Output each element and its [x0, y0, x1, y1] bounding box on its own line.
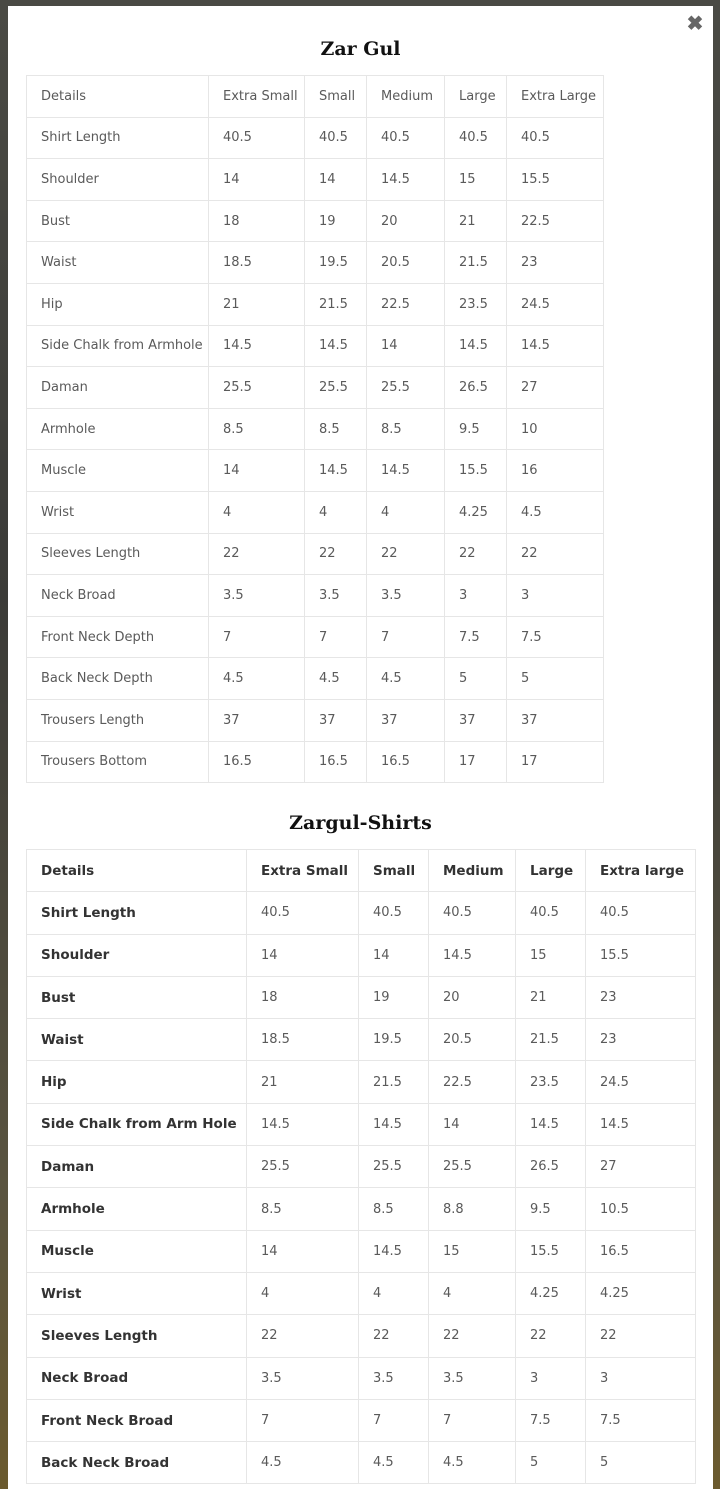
size-value-cell: 9.5: [516, 1188, 586, 1230]
size-value-cell: 4: [367, 491, 445, 533]
table-row: [27, 1019, 696, 1061]
size-value-cell: 20: [429, 976, 516, 1018]
table-row: [27, 450, 604, 492]
size-value-cell: 5: [586, 1442, 696, 1484]
table-row: [27, 491, 604, 533]
size-value-cell: 4.5: [209, 658, 305, 700]
size-value-cell: 25.5: [429, 1146, 516, 1188]
table-row: [27, 976, 696, 1018]
column-header: Small: [359, 850, 429, 892]
size-value-cell: 24.5: [586, 1061, 696, 1103]
size-value-cell: 3.5: [429, 1357, 516, 1399]
size-value-cell: 3: [586, 1357, 696, 1399]
size-value-cell: 8.5: [367, 408, 445, 450]
row-label: Front Neck Broad: [27, 1399, 247, 1441]
size-value-cell: 8.5: [359, 1188, 429, 1230]
size-value-cell: 37: [367, 699, 445, 741]
size-value-cell: 22: [445, 533, 507, 575]
size-value-cell: 26.5: [516, 1146, 586, 1188]
size-value-cell: 3.5: [247, 1357, 359, 1399]
table-row: [27, 699, 604, 741]
size-value-cell: 3.5: [209, 575, 305, 617]
table-header-row: [27, 76, 604, 118]
size-value-cell: 14.5: [305, 450, 367, 492]
size-value-cell: 3: [516, 1357, 586, 1399]
row-label: Neck Broad: [27, 1357, 247, 1399]
size-value-cell: 15.5: [445, 450, 507, 492]
size-value-cell: 27: [586, 1146, 696, 1188]
row-label: Hip: [27, 283, 209, 325]
size-value-cell: 17: [445, 741, 507, 783]
size-value-cell: 16.5: [209, 741, 305, 783]
size-value-cell: 25.5: [367, 367, 445, 409]
size-value-cell: 4: [359, 1272, 429, 1314]
table-row: [27, 1103, 696, 1145]
table-row: [27, 1146, 696, 1188]
size-value-cell: 21: [445, 200, 507, 242]
size-value-cell: 14.5: [586, 1103, 696, 1145]
size-value-cell: 40.5: [209, 117, 305, 159]
size-value-cell: 3: [445, 575, 507, 617]
table-row: [27, 408, 604, 450]
size-value-cell: 7.5: [445, 616, 507, 658]
column-header: Large: [445, 76, 507, 118]
table-title-zar-gul: Zar Gul: [320, 38, 401, 60]
table-row: [27, 1399, 696, 1441]
size-value-cell: 25.5: [359, 1146, 429, 1188]
size-table-zargul-shirts: [26, 849, 696, 1484]
size-value-cell: 23.5: [445, 283, 507, 325]
size-value-cell: 15: [445, 159, 507, 201]
table-row: [27, 1188, 696, 1230]
row-label: Armhole: [27, 1188, 247, 1230]
row-label: Front Neck Depth: [27, 616, 209, 658]
size-value-cell: 25.5: [247, 1146, 359, 1188]
row-label: Shirt Length: [27, 892, 247, 934]
row-label: Waist: [27, 1019, 247, 1061]
table-row: [27, 934, 696, 976]
size-value-cell: 37: [507, 699, 604, 741]
size-value-cell: 22: [507, 533, 604, 575]
size-value-cell: 16.5: [305, 741, 367, 783]
size-value-cell: 22: [367, 533, 445, 575]
size-value-cell: 14: [367, 325, 445, 367]
row-label: Waist: [27, 242, 209, 284]
size-value-cell: 14: [305, 159, 367, 201]
row-label: Shirt Length: [27, 117, 209, 159]
size-value-cell: 14.5: [359, 1103, 429, 1145]
size-value-cell: 7: [367, 616, 445, 658]
size-value-cell: 3.5: [367, 575, 445, 617]
column-header: Extra Small: [209, 76, 305, 118]
size-value-cell: 4.25: [445, 491, 507, 533]
size-value-cell: 22: [305, 533, 367, 575]
size-value-cell: 21: [209, 283, 305, 325]
size-value-cell: 3.5: [359, 1357, 429, 1399]
size-value-cell: 8.5: [305, 408, 367, 450]
table-row: [27, 1272, 696, 1314]
column-header: Large: [516, 850, 586, 892]
size-value-cell: 21: [516, 976, 586, 1018]
size-value-cell: 4.5: [305, 658, 367, 700]
close-icon[interactable]: ✖: [686, 13, 704, 35]
size-value-cell: 21.5: [445, 242, 507, 284]
size-value-cell: 3.5: [305, 575, 367, 617]
size-value-cell: 22: [247, 1315, 359, 1357]
size-value-cell: 40.5: [507, 117, 604, 159]
row-label: Sleeves Length: [27, 533, 209, 575]
size-value-cell: 37: [445, 699, 507, 741]
size-value-cell: 40.5: [429, 892, 516, 934]
size-value-cell: 21.5: [516, 1019, 586, 1061]
size-value-cell: 10: [507, 408, 604, 450]
size-value-cell: 14: [209, 159, 305, 201]
size-value-cell: 18: [209, 200, 305, 242]
size-value-cell: 7: [209, 616, 305, 658]
table-row: [27, 1230, 696, 1272]
row-label: Daman: [27, 1146, 247, 1188]
table-header-row: [27, 850, 696, 892]
table-row: [27, 367, 604, 409]
size-value-cell: 21: [247, 1061, 359, 1103]
table-row: [27, 283, 604, 325]
column-header: Details: [27, 76, 209, 118]
size-value-cell: 3: [507, 575, 604, 617]
size-value-cell: 8.5: [209, 408, 305, 450]
size-value-cell: 14.5: [359, 1230, 429, 1272]
column-header: Small: [305, 76, 367, 118]
size-value-cell: 27: [507, 367, 604, 409]
size-value-cell: 14: [359, 934, 429, 976]
row-label: Back Neck Broad: [27, 1442, 247, 1484]
size-value-cell: 4.5: [367, 658, 445, 700]
column-header: Extra Small: [247, 850, 359, 892]
size-value-cell: 40.5: [445, 117, 507, 159]
size-value-cell: 14: [247, 934, 359, 976]
size-value-cell: 8.5: [247, 1188, 359, 1230]
size-value-cell: 7: [247, 1399, 359, 1441]
size-value-cell: 14.5: [247, 1103, 359, 1145]
table-title-zargul-shirts: Zargul-Shirts: [289, 812, 432, 834]
size-value-cell: 14.5: [305, 325, 367, 367]
table-row: [27, 159, 604, 201]
row-label: Sleeves Length: [27, 1315, 247, 1357]
row-label: Bust: [27, 976, 247, 1018]
row-label: Bust: [27, 200, 209, 242]
size-value-cell: 7.5: [516, 1399, 586, 1441]
row-label: Trousers Bottom: [27, 741, 209, 783]
row-label: Wrist: [27, 1272, 247, 1314]
table-row: [27, 1442, 696, 1484]
size-value-cell: 15.5: [507, 159, 604, 201]
size-value-cell: 14.5: [516, 1103, 586, 1145]
size-value-cell: 22.5: [507, 200, 604, 242]
size-value-cell: 4: [209, 491, 305, 533]
size-value-cell: 21.5: [305, 283, 367, 325]
size-value-cell: 14.5: [429, 934, 516, 976]
size-value-cell: 16.5: [586, 1230, 696, 1272]
size-value-cell: 16.5: [367, 741, 445, 783]
size-value-cell: 14.5: [209, 325, 305, 367]
size-value-cell: 20.5: [429, 1019, 516, 1061]
table-row: [27, 200, 604, 242]
size-value-cell: 37: [305, 699, 367, 741]
size-value-cell: 7.5: [507, 616, 604, 658]
table-row: [27, 616, 604, 658]
size-value-cell: 25.5: [305, 367, 367, 409]
size-value-cell: 17: [507, 741, 604, 783]
table-row: [27, 325, 604, 367]
table-row: [27, 575, 604, 617]
table-row: [27, 892, 696, 934]
size-value-cell: 19: [305, 200, 367, 242]
size-value-cell: 4.25: [586, 1272, 696, 1314]
size-value-cell: 22.5: [429, 1061, 516, 1103]
size-value-cell: 4.5: [247, 1442, 359, 1484]
table-row: [27, 1315, 696, 1357]
size-value-cell: 22: [429, 1315, 516, 1357]
size-value-cell: 4: [305, 491, 367, 533]
table-row: [27, 1061, 696, 1103]
table-row: [27, 242, 604, 284]
row-label: Side Chalk from Armhole: [27, 325, 209, 367]
size-value-cell: 14: [209, 450, 305, 492]
size-value-cell: 40.5: [305, 117, 367, 159]
size-value-cell: 9.5: [445, 408, 507, 450]
size-value-cell: 24.5: [507, 283, 604, 325]
size-value-cell: 19: [359, 976, 429, 1018]
size-value-cell: 22: [359, 1315, 429, 1357]
size-value-cell: 19.5: [359, 1019, 429, 1061]
size-table-zar-gul: [26, 75, 604, 783]
row-label: Side Chalk from Arm Hole: [27, 1103, 247, 1145]
column-header: Medium: [367, 76, 445, 118]
size-value-cell: 7.5: [586, 1399, 696, 1441]
row-label: Trousers Length: [27, 699, 209, 741]
size-value-cell: 16: [507, 450, 604, 492]
size-value-cell: 21.5: [359, 1061, 429, 1103]
size-value-cell: 4.25: [516, 1272, 586, 1314]
size-value-cell: 22.5: [367, 283, 445, 325]
size-value-cell: 4: [247, 1272, 359, 1314]
size-value-cell: 4: [429, 1272, 516, 1314]
row-label: Muscle: [27, 450, 209, 492]
column-header: Extra large: [586, 850, 696, 892]
size-value-cell: 4.5: [429, 1442, 516, 1484]
size-value-cell: 5: [507, 658, 604, 700]
row-label: Wrist: [27, 491, 209, 533]
size-value-cell: 5: [516, 1442, 586, 1484]
size-value-cell: 5: [445, 658, 507, 700]
size-value-cell: 25.5: [209, 367, 305, 409]
size-value-cell: 23: [507, 242, 604, 284]
size-value-cell: 15.5: [516, 1230, 586, 1272]
size-value-cell: 7: [359, 1399, 429, 1441]
size-value-cell: 20: [367, 200, 445, 242]
size-chart-modal: [8, 6, 713, 1489]
row-label: Shoulder: [27, 159, 209, 201]
size-value-cell: 26.5: [445, 367, 507, 409]
size-value-cell: 23: [586, 1019, 696, 1061]
size-value-cell: 18.5: [209, 242, 305, 284]
size-value-cell: 14.5: [367, 159, 445, 201]
size-value-cell: 37: [209, 699, 305, 741]
row-label: Hip: [27, 1061, 247, 1103]
size-value-cell: 10.5: [586, 1188, 696, 1230]
size-value-cell: 40.5: [516, 892, 586, 934]
size-value-cell: 7: [429, 1399, 516, 1441]
table-row: [27, 117, 604, 159]
size-value-cell: 14.5: [367, 450, 445, 492]
size-value-cell: 40.5: [247, 892, 359, 934]
table-row: [27, 658, 604, 700]
table-row: [27, 741, 604, 783]
size-value-cell: 7: [305, 616, 367, 658]
column-header: Extra Large: [507, 76, 604, 118]
column-header: Medium: [429, 850, 516, 892]
size-value-cell: 15: [516, 934, 586, 976]
size-value-cell: 4.5: [507, 491, 604, 533]
size-value-cell: 14.5: [507, 325, 604, 367]
size-value-cell: 19.5: [305, 242, 367, 284]
table-row: [27, 533, 604, 575]
size-value-cell: 8.8: [429, 1188, 516, 1230]
size-value-cell: 22: [586, 1315, 696, 1357]
row-label: Armhole: [27, 408, 209, 450]
row-label: Back Neck Depth: [27, 658, 209, 700]
size-value-cell: 40.5: [586, 892, 696, 934]
row-label: Shoulder: [27, 934, 247, 976]
size-value-cell: 18: [247, 976, 359, 1018]
size-value-cell: 22: [516, 1315, 586, 1357]
size-value-cell: 14: [247, 1230, 359, 1272]
row-label: Muscle: [27, 1230, 247, 1272]
row-label: Daman: [27, 367, 209, 409]
row-label: Neck Broad: [27, 575, 209, 617]
size-value-cell: 14.5: [445, 325, 507, 367]
size-value-cell: 4.5: [359, 1442, 429, 1484]
size-value-cell: 18.5: [247, 1019, 359, 1061]
size-value-cell: 23: [586, 976, 696, 1018]
size-value-cell: 40.5: [367, 117, 445, 159]
size-value-cell: 22: [209, 533, 305, 575]
size-value-cell: 15: [429, 1230, 516, 1272]
column-header: Details: [27, 850, 247, 892]
size-value-cell: 23.5: [516, 1061, 586, 1103]
size-value-cell: 40.5: [359, 892, 429, 934]
size-value-cell: 15.5: [586, 934, 696, 976]
size-value-cell: 20.5: [367, 242, 445, 284]
size-value-cell: 14: [429, 1103, 516, 1145]
table-row: [27, 1357, 696, 1399]
